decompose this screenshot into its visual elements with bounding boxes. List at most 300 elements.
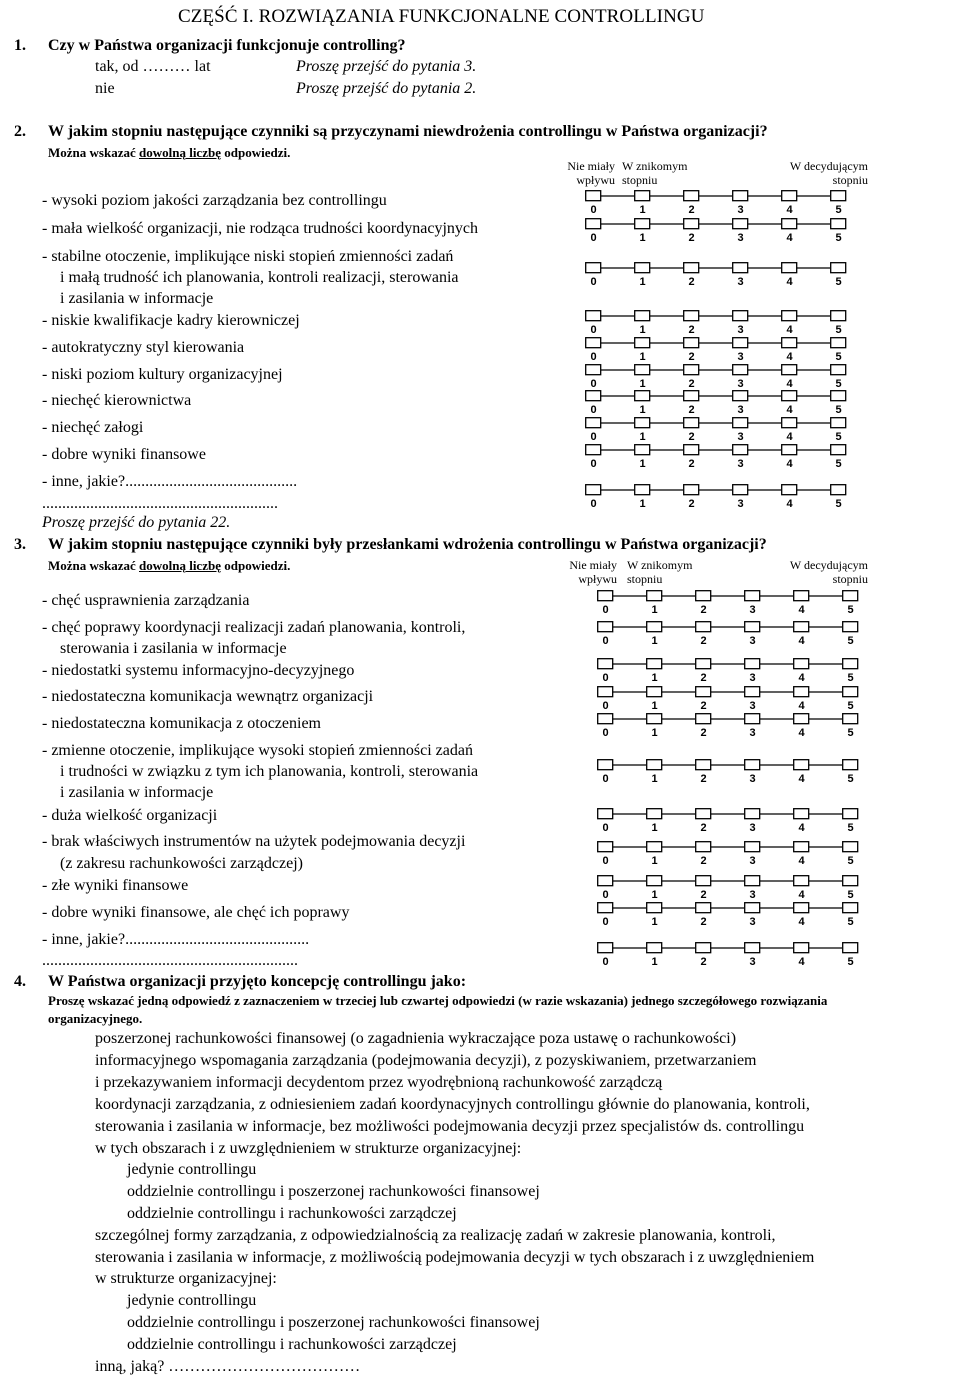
rating-label: 2 [700, 773, 707, 785]
q4-suboption[interactable]: oddzielnie controllingu i poszerzonej rachunkowości finansowej [127, 1183, 540, 1200]
rating-label: 0 [590, 378, 597, 390]
rating-checkbox-1[interactable] [635, 219, 650, 229]
rating-label: 4 [798, 727, 805, 739]
rating-label: 0 [602, 855, 609, 867]
q3-item: - niedostateczna komunikacja wewnątrz organizacji [42, 688, 374, 705]
rating-label: 2 [688, 232, 695, 244]
rating-label: 4 [798, 700, 805, 712]
rating-label: 0 [602, 889, 609, 901]
q4-option-other[interactable]: inną, jaką? ……………………………… [95, 1358, 361, 1375]
rating-label: 1 [651, 672, 658, 684]
rating-label: 4 [786, 204, 793, 216]
q1-number: 1. [14, 37, 26, 54]
rating-checkbox-1[interactable] [635, 311, 650, 321]
scale-graphic [585, 218, 849, 232]
rating-checkbox-2[interactable] [696, 903, 711, 913]
rating-label: 1 [651, 773, 658, 785]
rating-label: 0 [602, 773, 609, 785]
q1-option-yes[interactable]: tak, od ……… lat [95, 58, 211, 75]
rating-checkbox-3[interactable] [733, 445, 748, 455]
rating-label: 2 [700, 604, 707, 616]
rating-checkbox-3[interactable] [733, 485, 748, 495]
rating-label: 5 [835, 351, 842, 363]
rating-label: 5 [847, 700, 854, 712]
rating-checkbox-5[interactable] [831, 445, 846, 455]
q3-item: - duża wielkość organizacji [42, 807, 218, 824]
rating-checkbox-1[interactable] [647, 659, 662, 669]
q2-item: - autokratyczny styl kierowania [42, 339, 245, 356]
q3-item-cont: (z zakresu rachunkowości zarządczej) [60, 855, 303, 872]
rating-checkbox-4[interactable] [782, 418, 797, 428]
rating-label: 5 [835, 378, 842, 390]
rating-label: 1 [639, 431, 646, 443]
q2-rating-scale [585, 262, 849, 292]
rating-checkbox-4[interactable] [782, 365, 797, 375]
rating-checkbox-0[interactable] [598, 591, 613, 601]
q3-header-decisive-degree: W decydującym stopniu [789, 558, 868, 586]
rating-label: 1 [651, 635, 658, 647]
rating-checkbox-5[interactable] [843, 876, 858, 886]
q3-item: - chęć poprawy koordynacji realizacji zadań planowania, kontroli, [42, 619, 466, 636]
scale-graphic [597, 841, 861, 855]
scale-graphic [597, 686, 861, 700]
q3-rating-scale [597, 759, 861, 789]
q3-rating-scale [597, 808, 861, 838]
rating-checkbox-0[interactable] [586, 191, 601, 201]
rating-checkbox-4[interactable] [794, 687, 809, 697]
scale-graphic [585, 390, 849, 404]
rating-checkbox-3[interactable] [745, 943, 760, 953]
rating-checkbox-5[interactable] [831, 338, 846, 348]
rating-label: 3 [749, 916, 756, 928]
rating-label: 0 [602, 604, 609, 616]
rating-checkbox-5[interactable] [831, 263, 846, 273]
rating-checkbox-3[interactable] [733, 418, 748, 428]
rating-checkbox-3[interactable] [745, 591, 760, 601]
q1-option-no-instruction: Proszę przejść do pytania 2. [296, 80, 477, 97]
q4-option[interactable]: koordynacji zarządzania, z odniesieniem zadań koordynacyjnych controllingu głównie do planowania, kontroli, [95, 1096, 810, 1113]
rating-checkbox-4[interactable] [782, 263, 797, 273]
rating-label: 2 [700, 916, 707, 928]
rating-checkbox-4[interactable] [794, 876, 809, 886]
q2-item-dots: ........................................................... [42, 495, 278, 512]
rating-checkbox-3[interactable] [745, 760, 760, 770]
scale-graphic [597, 759, 861, 773]
rating-checkbox-1[interactable] [647, 876, 662, 886]
q4-option[interactable]: szczególnej formy zarządzania, z odpowiedzialnością za realizację zadań w zakresie planowania, kontroli, [95, 1227, 776, 1244]
rating-label: 0 [590, 498, 597, 510]
rating-checkbox-1[interactable] [635, 391, 650, 401]
q3-rating-scale [597, 590, 861, 620]
rating-checkbox-5[interactable] [831, 485, 846, 495]
q2-rating-scale [585, 337, 849, 367]
rating-label: 4 [786, 276, 793, 288]
rating-label: 1 [651, 956, 658, 968]
q2-rating-scale [585, 444, 849, 474]
rating-label: 1 [639, 232, 646, 244]
q2-item-cont: i małą trudność ich planowania, kontroli realizacji, sterowania [60, 269, 459, 286]
rating-label: 0 [590, 204, 597, 216]
rating-label: 3 [749, 855, 756, 867]
rating-checkbox-1[interactable] [635, 485, 650, 495]
rating-label: 0 [590, 276, 597, 288]
q3-number: 3. [14, 536, 26, 553]
rating-checkbox-3[interactable] [745, 876, 760, 886]
rating-checkbox-1[interactable] [635, 263, 650, 273]
rating-label: 5 [835, 498, 842, 510]
rating-label: 4 [798, 773, 805, 785]
rating-label: 4 [798, 604, 805, 616]
rating-checkbox-4[interactable] [782, 219, 797, 229]
q2-item: - niskie kwalifikacje kadry kierowniczej [42, 312, 300, 329]
rating-label: 5 [835, 232, 842, 244]
q2-header-low-degree: W znikomym stopniu [622, 159, 688, 187]
rating-label: 2 [688, 498, 695, 510]
q3-rating-scale [597, 686, 861, 716]
q2-number: 2. [14, 123, 26, 140]
q4-suboption[interactable]: jedynie controllingu [127, 1161, 257, 1178]
rating-checkbox-4[interactable] [794, 943, 809, 953]
rating-label: 0 [590, 351, 597, 363]
rating-checkbox-3[interactable] [745, 687, 760, 697]
rating-checkbox-3[interactable] [733, 311, 748, 321]
rating-label: 4 [786, 232, 793, 244]
rating-checkbox-4[interactable] [794, 591, 809, 601]
rating-checkbox-3[interactable] [745, 809, 760, 819]
rating-label: 2 [700, 700, 707, 712]
q4-suboption[interactable]: jedynie controllingu [127, 1292, 257, 1309]
rating-checkbox-3[interactable] [733, 338, 748, 348]
rating-checkbox-4[interactable] [782, 391, 797, 401]
rating-checkbox-2[interactable] [696, 943, 711, 953]
rating-label: 4 [786, 378, 793, 390]
q3-rating-scale [597, 942, 861, 972]
rating-checkbox-0[interactable] [598, 809, 613, 819]
rating-label: 5 [835, 431, 842, 443]
rating-label: 2 [688, 204, 695, 216]
q4-number: 4. [14, 973, 26, 990]
rating-checkbox-2[interactable] [684, 219, 699, 229]
rating-checkbox-5[interactable] [843, 760, 858, 770]
q2-header-no-impact: Nie miały wpływu [567, 159, 615, 187]
rating-label: 4 [786, 324, 793, 336]
rating-label: 2 [700, 672, 707, 684]
rating-label: 4 [798, 822, 805, 834]
rating-checkbox-0[interactable] [598, 842, 613, 852]
rating-checkbox-1[interactable] [647, 622, 662, 632]
rating-checkbox-2[interactable] [696, 622, 711, 632]
rating-label: 4 [798, 956, 805, 968]
rating-checkbox-5[interactable] [843, 622, 858, 632]
rating-checkbox-3[interactable] [745, 659, 760, 669]
rating-label: 4 [798, 889, 805, 901]
rating-label: 4 [786, 404, 793, 416]
rating-checkbox-2[interactable] [696, 687, 711, 697]
rating-checkbox-2[interactable] [696, 659, 711, 669]
rating-checkbox-5[interactable] [831, 219, 846, 229]
rating-checkbox-3[interactable] [745, 622, 760, 632]
rating-checkbox-2[interactable] [696, 876, 711, 886]
rating-checkbox-1[interactable] [647, 943, 662, 953]
rating-checkbox-2[interactable] [684, 263, 699, 273]
rating-checkbox-3[interactable] [745, 714, 760, 724]
q3-header-no-impact: Nie miały wpływu [569, 558, 617, 586]
q1-option-no[interactable]: nie [95, 80, 115, 97]
rating-checkbox-1[interactable] [635, 418, 650, 428]
scale-graphic [585, 337, 849, 351]
rating-label: 4 [786, 351, 793, 363]
rating-checkbox-4[interactable] [794, 809, 809, 819]
rating-label: 0 [602, 956, 609, 968]
q4-option[interactable]: poszerzonej rachunkowości finansowej (o zagadnienia wykraczające poza ustawę o rachunkowości) [95, 1030, 737, 1047]
rating-label: 1 [639, 204, 646, 216]
rating-label: 5 [847, 822, 854, 834]
rating-checkbox-5[interactable] [831, 365, 846, 375]
q3-header-low-degree: W znikomym stopniu [627, 558, 693, 586]
rating-label: 1 [639, 378, 646, 390]
rating-label: 4 [786, 431, 793, 443]
rating-checkbox-0[interactable] [586, 219, 601, 229]
rating-label: 2 [688, 324, 695, 336]
q4-option-cont: sterowania i zasilania w informacje, z możliwością podejmowania decyzji w tych obszarach i z uwzględnieniem [95, 1249, 815, 1266]
q4-suboption[interactable]: oddzielnie controllingu i rachunkowości zarządczej [127, 1205, 457, 1222]
rating-checkbox-5[interactable] [831, 311, 846, 321]
rating-checkbox-5[interactable] [831, 191, 846, 201]
rating-checkbox-4[interactable] [794, 842, 809, 852]
rating-label: 0 [602, 727, 609, 739]
rating-label: 0 [602, 822, 609, 834]
scale-graphic [585, 364, 849, 378]
rating-label: 5 [847, 855, 854, 867]
q4-suboption[interactable]: oddzielnie controllingu i rachunkowości zarządczej [127, 1336, 457, 1353]
rating-checkbox-3[interactable] [733, 219, 748, 229]
q3-text: W jakim stopniu następujące czynniki były przesłankami wdrożenia controllingu w Państwa organizacji? [48, 536, 767, 553]
rating-label: 1 [639, 324, 646, 336]
rating-label: 5 [835, 276, 842, 288]
q1-text: Czy w Państwa organizacji funkcjonuje controlling? [48, 37, 406, 54]
rating-checkbox-2[interactable] [684, 365, 699, 375]
q3-item: - chęć usprawnienia zarządzania [42, 592, 250, 609]
rating-label: 2 [688, 351, 695, 363]
rating-checkbox-0[interactable] [586, 338, 601, 348]
rating-label: 4 [798, 855, 805, 867]
rating-checkbox-1[interactable] [647, 842, 662, 852]
q4-option-cont: i przekazywaniem informacji decydentom przez wyodrębnioną rachunkowość zarządczą [95, 1074, 663, 1091]
rating-label: 5 [847, 773, 854, 785]
rating-checkbox-3[interactable] [733, 191, 748, 201]
scale-graphic [597, 658, 861, 672]
rating-checkbox-0[interactable] [598, 876, 613, 886]
scale-graphic [585, 262, 849, 276]
rating-label: 1 [651, 727, 658, 739]
rating-checkbox-2[interactable] [684, 445, 699, 455]
q3-item: - niedostatki systemu informacyjno-decyzyjnego [42, 662, 355, 679]
rating-label: 0 [590, 324, 597, 336]
scale-graphic [597, 713, 861, 727]
rating-checkbox-4[interactable] [782, 445, 797, 455]
rating-label: 3 [749, 635, 756, 647]
rating-label: 1 [651, 822, 658, 834]
rating-checkbox-0[interactable] [598, 622, 613, 632]
rating-checkbox-0[interactable] [598, 943, 613, 953]
rating-label: 1 [639, 404, 646, 416]
rating-checkbox-5[interactable] [843, 714, 858, 724]
rating-label: 5 [847, 889, 854, 901]
rating-checkbox-0[interactable] [586, 391, 601, 401]
q4-option[interactable]: informacyjnego wspomagania zarządzania (podejmowania decyzji), z pozyskiwaniem, przetwarzaniem [95, 1052, 757, 1069]
q2-item-cont: i zasilania w informacje [60, 290, 214, 307]
rating-label: 2 [688, 431, 695, 443]
rating-checkbox-0[interactable] [598, 714, 613, 724]
rating-checkbox-1[interactable] [647, 809, 662, 819]
rating-label: 5 [847, 727, 854, 739]
rating-label: 5 [835, 458, 842, 470]
rating-checkbox-5[interactable] [831, 418, 846, 428]
rating-label: 3 [737, 431, 744, 443]
rating-checkbox-1[interactable] [635, 191, 650, 201]
q3-item: - dobre wyniki finansowe, ale chęć ich poprawy [42, 904, 350, 921]
rating-checkbox-3[interactable] [733, 365, 748, 375]
rating-checkbox-3[interactable] [733, 391, 748, 401]
rating-checkbox-1[interactable] [647, 760, 662, 770]
rating-label: 5 [835, 204, 842, 216]
q3-rating-scale [597, 621, 861, 651]
rating-checkbox-4[interactable] [794, 714, 809, 724]
q2-note: Można wskazać dowolną liczbę odpowiedzi. [48, 145, 291, 160]
rating-checkbox-3[interactable] [745, 842, 760, 852]
q3-item-cont: i zasilania w informacje [60, 784, 214, 801]
rating-checkbox-2[interactable] [684, 391, 699, 401]
rating-checkbox-4[interactable] [782, 311, 797, 321]
rating-checkbox-2[interactable] [696, 714, 711, 724]
q3-item: - niedostateczna komunikacja z otoczeniem [42, 715, 321, 732]
rating-checkbox-2[interactable] [696, 842, 711, 852]
q3-rating-scale [597, 875, 861, 905]
rating-checkbox-5[interactable] [843, 659, 858, 669]
q2-header-decisive-degree: W decydującym stopniu [789, 159, 868, 187]
rating-checkbox-5[interactable] [843, 943, 858, 953]
q2-item: - niechęć załogi [42, 419, 144, 436]
rating-checkbox-0[interactable] [598, 687, 613, 697]
rating-checkbox-0[interactable] [586, 485, 601, 495]
rating-label: 2 [700, 727, 707, 739]
rating-checkbox-1[interactable] [647, 903, 662, 913]
rating-checkbox-2[interactable] [684, 191, 699, 201]
rating-checkbox-5[interactable] [843, 809, 858, 819]
q4-note-cont: organizacyjnego. [48, 1011, 143, 1026]
rating-label: 0 [590, 431, 597, 443]
rating-label: 3 [737, 458, 744, 470]
rating-checkbox-5[interactable] [843, 842, 858, 852]
rating-checkbox-4[interactable] [782, 191, 797, 201]
rating-checkbox-1[interactable] [647, 591, 662, 601]
scale-graphic [597, 942, 861, 956]
rating-checkbox-1[interactable] [635, 445, 650, 455]
rating-checkbox-3[interactable] [745, 903, 760, 913]
rating-label: 2 [700, 822, 707, 834]
rating-label: 4 [786, 458, 793, 470]
rating-checkbox-5[interactable] [831, 391, 846, 401]
rating-checkbox-0[interactable] [586, 418, 601, 428]
rating-checkbox-2[interactable] [684, 338, 699, 348]
rating-label: 1 [651, 916, 658, 928]
rating-checkbox-5[interactable] [843, 687, 858, 697]
rating-checkbox-5[interactable] [843, 591, 858, 601]
rating-label: 0 [602, 916, 609, 928]
rating-label: 4 [798, 635, 805, 647]
rating-label: 2 [688, 378, 695, 390]
q4-option-cont: w tych obszarach i z uwzględnieniem w strukturze organizacyjnej: [95, 1140, 522, 1157]
rating-label: 2 [688, 458, 695, 470]
rating-checkbox-0[interactable] [598, 760, 613, 770]
q2-item: - wysoki poziom jakości zarządzania bez controllingu [42, 192, 387, 209]
rating-checkbox-2[interactable] [696, 760, 711, 770]
rating-checkbox-0[interactable] [586, 445, 601, 455]
rating-label: 3 [737, 232, 744, 244]
scale-graphic [597, 808, 861, 822]
q2-item: - dobre wyniki finansowe [42, 446, 206, 463]
rating-checkbox-1[interactable] [635, 338, 650, 348]
q2-item: - niechęć kierownictwa [42, 392, 192, 409]
rating-label: 2 [688, 404, 695, 416]
rating-checkbox-1[interactable] [647, 714, 662, 724]
rating-checkbox-2[interactable] [684, 311, 699, 321]
rating-checkbox-4[interactable] [782, 485, 797, 495]
rating-label: 3 [749, 822, 756, 834]
rating-checkbox-2[interactable] [696, 591, 711, 601]
rating-label: 0 [602, 635, 609, 647]
rating-checkbox-4[interactable] [782, 338, 797, 348]
rating-checkbox-1[interactable] [647, 687, 662, 697]
scale-graphic [585, 310, 849, 324]
rating-checkbox-1[interactable] [635, 365, 650, 375]
rating-checkbox-4[interactable] [794, 622, 809, 632]
scale-graphic [597, 902, 861, 916]
q2-text: W jakim stopniu następujące czynniki są przyczynami niewdrożenia controllingu w Państwa organizacji? [48, 123, 768, 140]
rating-label: 1 [639, 351, 646, 363]
q3-item-cont: sterowania i zasilania w informacje [60, 640, 287, 657]
rating-checkbox-5[interactable] [843, 903, 858, 913]
rating-checkbox-0[interactable] [586, 263, 601, 273]
rating-checkbox-0[interactable] [598, 659, 613, 669]
rating-label: 5 [847, 672, 854, 684]
rating-label: 4 [798, 672, 805, 684]
scale-graphic [585, 190, 849, 204]
rating-checkbox-0[interactable] [586, 365, 601, 375]
rating-checkbox-4[interactable] [794, 760, 809, 770]
rating-checkbox-4[interactable] [794, 659, 809, 669]
rating-label: 0 [590, 232, 597, 244]
rating-label: 0 [590, 458, 597, 470]
rating-label: 5 [847, 916, 854, 928]
rating-label: 1 [651, 700, 658, 712]
q2-rating-scale [585, 310, 849, 340]
rating-checkbox-2[interactable] [684, 418, 699, 428]
q2-item: - stabilne otoczenie, implikujące niski stopień zmienności zadań [42, 248, 454, 265]
scale-graphic [585, 417, 849, 431]
rating-checkbox-4[interactable] [794, 903, 809, 913]
q3-rating-scale [597, 841, 861, 871]
q3-item: - brak właściwych instrumentów na użytek podejmowania decyzji [42, 833, 466, 850]
rating-checkbox-0[interactable] [586, 311, 601, 321]
rating-checkbox-0[interactable] [598, 903, 613, 913]
rating-checkbox-2[interactable] [684, 485, 699, 495]
rating-label: 5 [847, 635, 854, 647]
rating-checkbox-2[interactable] [696, 809, 711, 819]
q4-suboption[interactable]: oddzielnie controllingu i poszerzonej rachunkowości finansowej [127, 1314, 540, 1331]
rating-label: 5 [847, 956, 854, 968]
rating-checkbox-3[interactable] [733, 263, 748, 273]
